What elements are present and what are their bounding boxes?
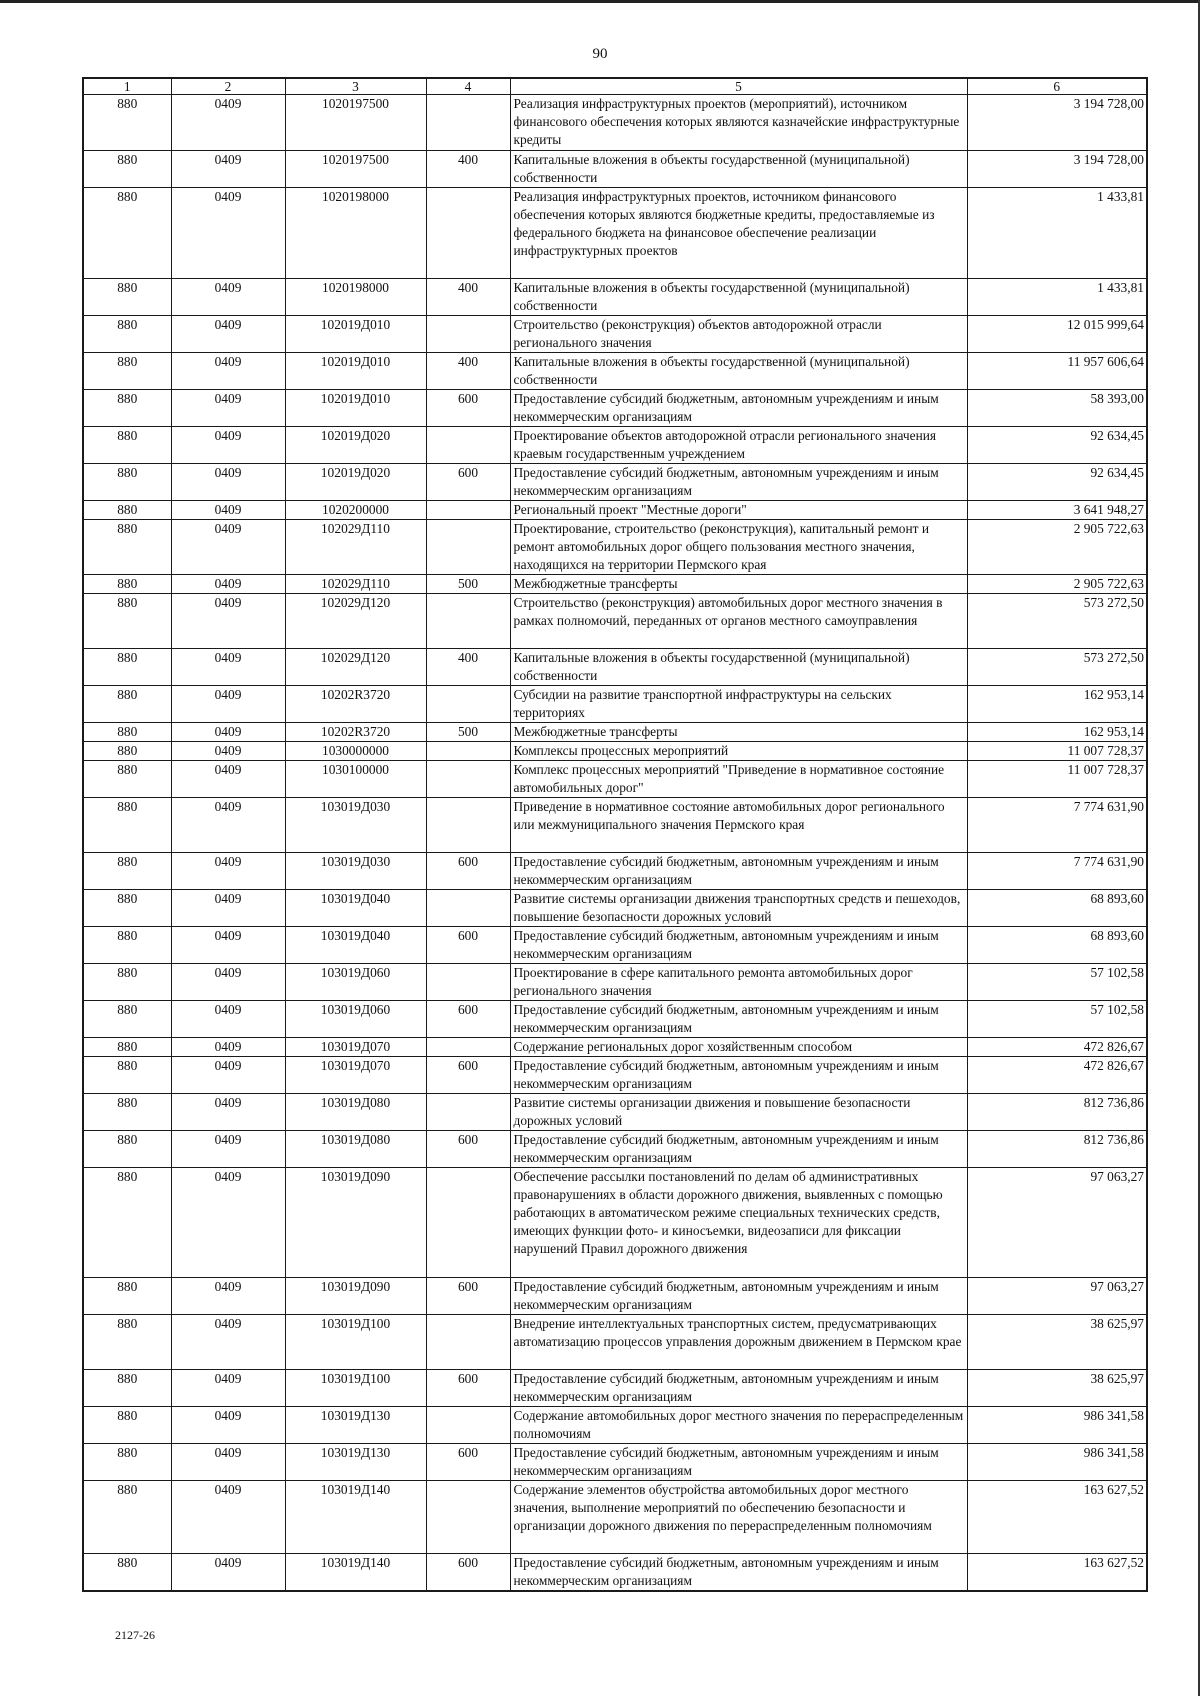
expense-type-cell — [426, 594, 510, 649]
ministry-code-cell: 880 — [83, 1057, 171, 1094]
target-article-cell: 103019Д100 — [285, 1315, 426, 1370]
expense-type-cell — [426, 1038, 510, 1057]
ministry-code-cell: 880 — [83, 1168, 171, 1278]
expense-type-cell — [426, 188, 510, 279]
amount-cell: 57 102,58 — [967, 964, 1147, 1001]
column-header-3: 3 — [285, 78, 426, 95]
amount-cell: 3 641 948,27 — [967, 501, 1147, 520]
section-code-cell: 0409 — [171, 761, 285, 798]
table-row — [83, 1554, 1147, 1592]
item-name-cell: Капитальные вложения в объекты государственной (муниципальной) собственности — [510, 649, 967, 686]
item-name-cell: Развитие системы организации движения и повышение безопасности дорожных условий — [510, 1094, 967, 1131]
item-name-cell: Предоставление субсидий бюджетным, автономным учреждениям и иным некоммерческим организациям — [510, 464, 967, 501]
target-article-cell: 103019Д060 — [285, 1001, 426, 1038]
section-code-cell: 0409 — [171, 151, 285, 188]
ministry-code-cell: 880 — [83, 761, 171, 798]
expense-type-cell — [426, 798, 510, 853]
ministry-code-cell: 880 — [83, 279, 171, 316]
column-header-4: 4 — [426, 78, 510, 95]
amount-cell: 163 627,52 — [967, 1554, 1147, 1592]
item-name-cell: Субсидии на развитие транспортной инфраструктуры на сельских территориях — [510, 686, 967, 723]
section-code-cell: 0409 — [171, 964, 285, 1001]
target-article-cell: 1020198000 — [285, 188, 426, 279]
page-number: 90 — [592, 46, 608, 62]
ministry-code-cell: 880 — [83, 1038, 171, 1057]
expense-type-cell — [426, 316, 510, 353]
amount-cell: 57 102,58 — [967, 1001, 1147, 1038]
expense-type-cell: 600 — [426, 1057, 510, 1094]
amount-cell: 68 893,60 — [967, 890, 1147, 927]
section-code-cell: 0409 — [171, 1315, 285, 1370]
ministry-code-cell: 880 — [83, 1131, 171, 1168]
section-code-cell: 0409 — [171, 575, 285, 594]
item-name-cell: Предоставление субсидий бюджетным, автономным учреждениям и иным некоммерческим организациям — [510, 1444, 967, 1481]
target-article-cell: 102019Д020 — [285, 464, 426, 501]
table-row — [83, 890, 1147, 927]
column-header-6: 6 — [967, 78, 1147, 95]
expense-type-cell — [426, 95, 510, 151]
ministry-code-cell: 880 — [83, 686, 171, 723]
section-code-cell: 0409 — [171, 1094, 285, 1131]
expense-type-cell: 600 — [426, 927, 510, 964]
ministry-code-cell: 880 — [83, 1481, 171, 1554]
amount-cell: 92 634,45 — [967, 427, 1147, 464]
section-code-cell: 0409 — [171, 520, 285, 575]
expense-type-cell — [426, 761, 510, 798]
table-row — [83, 520, 1147, 575]
ministry-code-cell: 880 — [83, 151, 171, 188]
target-article-cell: 103019Д130 — [285, 1407, 426, 1444]
expense-type-cell — [426, 520, 510, 575]
ministry-code-cell: 880 — [83, 353, 171, 390]
amount-cell: 162 953,14 — [967, 686, 1147, 723]
expense-type-cell: 600 — [426, 1001, 510, 1038]
section-code-cell: 0409 — [171, 1407, 285, 1444]
expense-type-cell: 400 — [426, 649, 510, 686]
amount-cell: 11 007 728,37 — [967, 761, 1147, 798]
target-article-cell: 103019Д140 — [285, 1481, 426, 1554]
section-code-cell: 0409 — [171, 594, 285, 649]
amount-cell: 3 194 728,00 — [967, 95, 1147, 151]
item-name-cell: Содержание автомобильных дорог местного значения по перераспределенным полномочиям — [510, 1407, 967, 1444]
expense-type-cell: 600 — [426, 1131, 510, 1168]
item-name-cell: Предоставление субсидий бюджетным, автономным учреждениям и иным некоммерческим организациям — [510, 1057, 967, 1094]
ministry-code-cell: 880 — [83, 798, 171, 853]
item-name-cell: Межбюджетные трансферты — [510, 575, 967, 594]
target-article-cell: 1020198000 — [285, 279, 426, 316]
amount-cell: 163 627,52 — [967, 1481, 1147, 1554]
target-article-cell: 10202R3720 — [285, 686, 426, 723]
table-row — [83, 594, 1147, 649]
item-name-cell: Содержание региональных дорог хозяйственным способом — [510, 1038, 967, 1057]
scan-border-top — [0, 0, 1200, 3]
ministry-code-cell: 880 — [83, 95, 171, 151]
target-article-cell: 103019Д070 — [285, 1038, 426, 1057]
table-row — [83, 1370, 1147, 1407]
target-article-cell: 103019Д090 — [285, 1278, 426, 1315]
item-name-cell: Комплекс процессных мероприятий "Приведение в нормативное состояние автомобильных дорог" — [510, 761, 967, 798]
item-name-cell: Проектирование в сфере капитального ремонта автомобильных дорог регионального значения — [510, 964, 967, 1001]
target-article-cell: 103019Д040 — [285, 890, 426, 927]
amount-cell: 68 893,60 — [967, 927, 1147, 964]
expense-type-cell — [426, 742, 510, 761]
table-row — [83, 575, 1147, 594]
item-name-cell: Комплексы процессных мероприятий — [510, 742, 967, 761]
table-row — [83, 964, 1147, 1001]
expense-type-cell: 500 — [426, 575, 510, 594]
column-number-row — [83, 78, 1147, 95]
target-article-cell: 103019Д140 — [285, 1554, 426, 1592]
document-code: 2127-26 — [115, 1628, 155, 1642]
expense-type-cell: 600 — [426, 1370, 510, 1407]
budget-table — [82, 77, 1148, 1592]
expense-type-cell — [426, 427, 510, 464]
amount-cell: 11 957 606,64 — [967, 353, 1147, 390]
table-row — [83, 95, 1147, 151]
column-header-5: 5 — [510, 78, 967, 95]
table-row — [83, 798, 1147, 853]
ministry-code-cell: 880 — [83, 501, 171, 520]
amount-cell: 92 634,45 — [967, 464, 1147, 501]
item-name-cell: Предоставление субсидий бюджетным, автономным учреждениям и иным некоммерческим организациям — [510, 1131, 967, 1168]
target-article-cell: 102029Д120 — [285, 649, 426, 686]
target-article-cell: 1020200000 — [285, 501, 426, 520]
target-article-cell: 103019Д060 — [285, 964, 426, 1001]
item-name-cell: Реализация инфраструктурных проектов, источником финансового обеспечения которых являются бюджетные кредиты, предоставляемые из федерального бюджета на финансовое обеспечение реализации инфраструктурных проектов — [510, 188, 967, 279]
amount-cell: 7 774 631,90 — [967, 853, 1147, 890]
table-header — [83, 78, 1147, 95]
item-name-cell: Приведение в нормативное состояние автомобильных дорог регионального или межмуниципального значения Пермского края — [510, 798, 967, 853]
item-name-cell: Межбюджетные трансферты — [510, 723, 967, 742]
target-article-cell: 10202R3720 — [285, 723, 426, 742]
section-code-cell: 0409 — [171, 353, 285, 390]
section-code-cell: 0409 — [171, 1057, 285, 1094]
amount-cell: 97 063,27 — [967, 1168, 1147, 1278]
table-row — [83, 853, 1147, 890]
table-row — [83, 1444, 1147, 1481]
ministry-code-cell: 880 — [83, 1094, 171, 1131]
item-name-cell: Капитальные вложения в объекты государственной (муниципальной) собственности — [510, 353, 967, 390]
section-code-cell: 0409 — [171, 427, 285, 464]
amount-cell: 812 736,86 — [967, 1131, 1147, 1168]
table-row — [83, 927, 1147, 964]
amount-cell: 573 272,50 — [967, 649, 1147, 686]
target-article-cell: 1030100000 — [285, 761, 426, 798]
ministry-code-cell: 880 — [83, 464, 171, 501]
amount-cell: 2 905 722,63 — [967, 520, 1147, 575]
ministry-code-cell: 880 — [83, 1444, 171, 1481]
expense-type-cell: 600 — [426, 390, 510, 427]
table-row — [83, 279, 1147, 316]
table-row — [83, 1315, 1147, 1370]
table-row — [83, 390, 1147, 427]
ministry-code-cell: 880 — [83, 1407, 171, 1444]
section-code-cell: 0409 — [171, 890, 285, 927]
ministry-code-cell: 880 — [83, 575, 171, 594]
table-row — [83, 723, 1147, 742]
table-row — [83, 316, 1147, 353]
item-name-cell: Предоставление субсидий бюджетным, автономным учреждениям и иным некоммерческим организациям — [510, 390, 967, 427]
expense-type-cell — [426, 1168, 510, 1278]
section-code-cell: 0409 — [171, 927, 285, 964]
section-code-cell: 0409 — [171, 853, 285, 890]
table-row — [83, 427, 1147, 464]
amount-cell: 1 433,81 — [967, 188, 1147, 279]
expense-type-cell — [426, 686, 510, 723]
table-row — [83, 1094, 1147, 1131]
item-name-cell: Предоставление субсидий бюджетным, автономным учреждениям и иным некоммерческим организациям — [510, 853, 967, 890]
table-row — [83, 1481, 1147, 1554]
table-row — [83, 742, 1147, 761]
section-code-cell: 0409 — [171, 95, 285, 151]
target-article-cell: 102019Д010 — [285, 390, 426, 427]
ministry-code-cell: 880 — [83, 742, 171, 761]
section-code-cell: 0409 — [171, 316, 285, 353]
section-code-cell: 0409 — [171, 464, 285, 501]
item-name-cell: Строительство (реконструкция) объектов автодорожной отрасли регионального значения — [510, 316, 967, 353]
table-row — [83, 151, 1147, 188]
ministry-code-cell: 880 — [83, 390, 171, 427]
ministry-code-cell: 880 — [83, 927, 171, 964]
expense-type-cell: 400 — [426, 151, 510, 188]
item-name-cell: Предоставление субсидий бюджетным, автономным учреждениям и иным некоммерческим организациям — [510, 1278, 967, 1315]
item-name-cell: Реализация инфраструктурных проектов (мероприятий), источником финансового обеспечения которых являются казначейские инфраструктурные кредиты — [510, 95, 967, 151]
section-code-cell: 0409 — [171, 1278, 285, 1315]
target-article-cell: 103019Д090 — [285, 1168, 426, 1278]
section-code-cell: 0409 — [171, 279, 285, 316]
ministry-code-cell: 880 — [83, 594, 171, 649]
section-code-cell: 0409 — [171, 1001, 285, 1038]
target-article-cell: 102019Д020 — [285, 427, 426, 464]
expense-type-cell: 500 — [426, 723, 510, 742]
column-header-2: 2 — [171, 78, 285, 95]
target-article-cell: 1030000000 — [285, 742, 426, 761]
column-header-1: 1 — [83, 78, 171, 95]
item-name-cell: Предоставление субсидий бюджетным, автономным учреждениям и иным некоммерческим организациям — [510, 1001, 967, 1038]
expense-type-cell: 600 — [426, 1554, 510, 1592]
item-name-cell: Развитие системы организации движения транспортных средств и пешеходов, повышение безопасности дорожных условий — [510, 890, 967, 927]
item-name-cell: Предоставление субсидий бюджетным, автономным учреждениям и иным некоммерческим организациям — [510, 1554, 967, 1592]
table-row — [83, 1278, 1147, 1315]
amount-cell: 12 015 999,64 — [967, 316, 1147, 353]
table-row — [83, 1057, 1147, 1094]
ministry-code-cell: 880 — [83, 723, 171, 742]
expense-type-cell — [426, 501, 510, 520]
item-name-cell: Строительство (реконструкция) автомобильных дорог местного значения в рамках полномочий, переданных от органов местного самоуправления — [510, 594, 967, 649]
amount-cell: 97 063,27 — [967, 1278, 1147, 1315]
expense-type-cell — [426, 1481, 510, 1554]
target-article-cell: 103019Д100 — [285, 1370, 426, 1407]
section-code-cell: 0409 — [171, 501, 285, 520]
ministry-code-cell: 880 — [83, 1001, 171, 1038]
target-article-cell: 103019Д080 — [285, 1131, 426, 1168]
section-code-cell: 0409 — [171, 1481, 285, 1554]
item-name-cell: Проектирование объектов автодорожной отрасли регионального значения краевым государственным учреждением — [510, 427, 967, 464]
section-code-cell: 0409 — [171, 1444, 285, 1481]
expense-type-cell — [426, 1315, 510, 1370]
expense-type-cell: 400 — [426, 279, 510, 316]
target-article-cell: 103019Д030 — [285, 853, 426, 890]
target-article-cell: 1020197500 — [285, 151, 426, 188]
table-row — [83, 1407, 1147, 1444]
target-article-cell: 103019Д130 — [285, 1444, 426, 1481]
expense-type-cell: 600 — [426, 853, 510, 890]
target-article-cell: 103019Д040 — [285, 927, 426, 964]
section-code-cell: 0409 — [171, 1168, 285, 1278]
target-article-cell: 103019Д070 — [285, 1057, 426, 1094]
amount-cell: 11 007 728,37 — [967, 742, 1147, 761]
table-row — [83, 1168, 1147, 1278]
section-code-cell: 0409 — [171, 649, 285, 686]
expense-type-cell — [426, 890, 510, 927]
table-row — [83, 188, 1147, 279]
item-name-cell: Капитальные вложения в объекты государственной (муниципальной) собственности — [510, 279, 967, 316]
item-name-cell: Региональный проект "Местные дороги" — [510, 501, 967, 520]
amount-cell: 986 341,58 — [967, 1407, 1147, 1444]
table-row — [83, 501, 1147, 520]
target-article-cell: 102029Д110 — [285, 575, 426, 594]
target-article-cell: 102029Д110 — [285, 520, 426, 575]
ministry-code-cell: 880 — [83, 890, 171, 927]
ministry-code-cell: 880 — [83, 1278, 171, 1315]
table-row — [83, 1038, 1147, 1057]
expense-type-cell: 400 — [426, 353, 510, 390]
amount-cell: 812 736,86 — [967, 1094, 1147, 1131]
ministry-code-cell: 880 — [83, 1370, 171, 1407]
amount-cell: 7 774 631,90 — [967, 798, 1147, 853]
expense-type-cell: 600 — [426, 1444, 510, 1481]
section-code-cell: 0409 — [171, 390, 285, 427]
ministry-code-cell: 880 — [83, 427, 171, 464]
ministry-code-cell: 880 — [83, 853, 171, 890]
section-code-cell: 0409 — [171, 1038, 285, 1057]
ministry-code-cell: 880 — [83, 316, 171, 353]
amount-cell: 986 341,58 — [967, 1444, 1147, 1481]
expense-type-cell: 600 — [426, 464, 510, 501]
table-row — [83, 1001, 1147, 1038]
item-name-cell: Предоставление субсидий бюджетным, автономным учреждениям и иным некоммерческим организациям — [510, 927, 967, 964]
section-code-cell: 0409 — [171, 1131, 285, 1168]
amount-cell: 3 194 728,00 — [967, 151, 1147, 188]
expense-type-cell — [426, 964, 510, 1001]
table-row — [83, 761, 1147, 798]
target-article-cell: 102019Д010 — [285, 353, 426, 390]
section-code-cell: 0409 — [171, 686, 285, 723]
ministry-code-cell: 880 — [83, 964, 171, 1001]
target-article-cell: 102019Д010 — [285, 316, 426, 353]
amount-cell: 38 625,97 — [967, 1370, 1147, 1407]
section-code-cell: 0409 — [171, 742, 285, 761]
ministry-code-cell: 880 — [83, 649, 171, 686]
section-code-cell: 0409 — [171, 723, 285, 742]
amount-cell: 472 826,67 — [967, 1038, 1147, 1057]
item-name-cell: Капитальные вложения в объекты государственной (муниципальной) собственности — [510, 151, 967, 188]
item-name-cell: Содержание элементов обустройства автомобильных дорог местного значения, выполнение мероприятий по обеспечению безопасности и организации дорожного движения по перераспределенным полномочиям — [510, 1481, 967, 1554]
amount-cell: 573 272,50 — [967, 594, 1147, 649]
amount-cell: 2 905 722,63 — [967, 575, 1147, 594]
amount-cell: 472 826,67 — [967, 1057, 1147, 1094]
target-article-cell: 1020197500 — [285, 95, 426, 151]
expense-type-cell — [426, 1094, 510, 1131]
table-row — [83, 1131, 1147, 1168]
section-code-cell: 0409 — [171, 798, 285, 853]
amount-cell: 58 393,00 — [967, 390, 1147, 427]
table-body — [83, 95, 1147, 1592]
ministry-code-cell: 880 — [83, 520, 171, 575]
table-row — [83, 649, 1147, 686]
section-code-cell: 0409 — [171, 1370, 285, 1407]
table-row — [83, 686, 1147, 723]
item-name-cell: Проектирование, строительство (реконструкция), капитальный ремонт и ремонт автомобильных дорог общего пользования местного значения, находящихся на территории Пермского края — [510, 520, 967, 575]
section-code-cell: 0409 — [171, 188, 285, 279]
table-row — [83, 353, 1147, 390]
amount-cell: 162 953,14 — [967, 723, 1147, 742]
ministry-code-cell: 880 — [83, 1315, 171, 1370]
item-name-cell: Обеспечение рассылки постановлений по делам об административных правонарушениях в области дорожного движения, выявленных с помощью работающих в автоматическом режиме специальных технических средств, имеющих функции фото- и киносъемки, видеозаписи для фиксации нарушений Правил дорожного движения — [510, 1168, 967, 1278]
ministry-code-cell: 880 — [83, 188, 171, 279]
target-article-cell: 103019Д030 — [285, 798, 426, 853]
expense-type-cell: 600 — [426, 1278, 510, 1315]
table-row — [83, 464, 1147, 501]
expense-type-cell — [426, 1407, 510, 1444]
amount-cell: 1 433,81 — [967, 279, 1147, 316]
target-article-cell: 103019Д080 — [285, 1094, 426, 1131]
section-code-cell: 0409 — [171, 1554, 285, 1592]
target-article-cell: 102029Д120 — [285, 594, 426, 649]
amount-cell: 38 625,97 — [967, 1315, 1147, 1370]
item-name-cell: Внедрение интеллектуальных транспортных систем, предусматривающих автоматизацию процессов управления дорожным движением в Пермском крае — [510, 1315, 967, 1370]
item-name-cell: Предоставление субсидий бюджетным, автономным учреждениям и иным некоммерческим организациям — [510, 1370, 967, 1407]
ministry-code-cell: 880 — [83, 1554, 171, 1592]
